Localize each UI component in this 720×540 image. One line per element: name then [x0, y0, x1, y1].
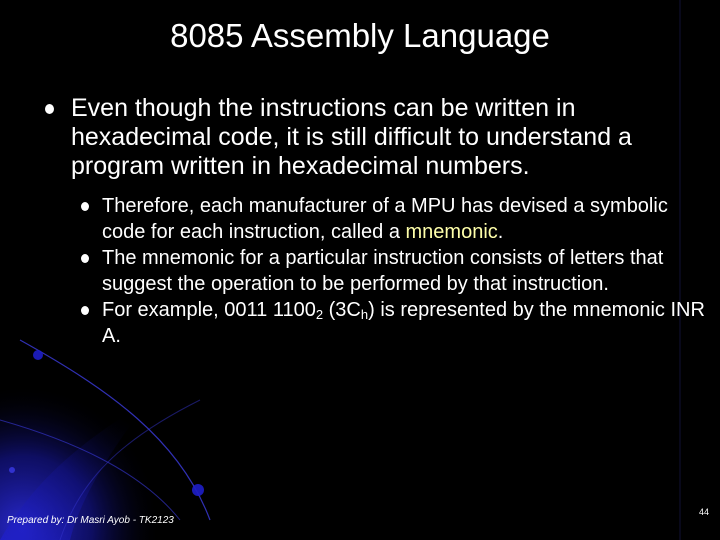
- sub-bullet-1-text: Therefore, each manufacturer of a MPU has devised a symbolic code for each instruction, called a: [102, 195, 668, 243]
- slide-title: 8085 Assembly Language: [170, 17, 550, 54]
- bullet-dot-icon: [81, 202, 89, 211]
- sub-bullet-3: [57, 297, 705, 349]
- sub-bullet-2-text: The mnemonic for a particular instruction consists of letters that suggest the operation to be performed by that instruction.: [102, 247, 664, 295]
- sub-bullet-2: [57, 245, 705, 297]
- sub-bullet-1-end: .: [497, 221, 504, 243]
- sub-bullet-3-text: For example, 0011 1100: [102, 299, 316, 321]
- page-number: 44: [699, 507, 710, 517]
- main-bullet: [45, 94, 705, 181]
- sub-bullet-3-mid: (3C: [323, 299, 361, 321]
- sub-bullet-3-end: ) is represented by the mnemonic INR A.: [102, 299, 705, 347]
- bullet-dot-icon: [45, 104, 54, 114]
- binary-subscript: 2: [315, 307, 324, 322]
- main-bullet-text: Even though the instructions can be written in hexadecimal code, it is still difficult to understand a program written in hexadecimal numbers.: [71, 94, 632, 180]
- bullet-dot-icon: [81, 306, 89, 315]
- hex-subscript: h: [360, 307, 369, 322]
- bullet-list: [45, 94, 705, 349]
- sub-bullet-1: [57, 193, 705, 245]
- footer-credit: Prepared by: Dr Masri Ayob - TK2123: [7, 515, 174, 526]
- sub-bullet-list: [57, 193, 705, 349]
- bullet-dot-icon: [81, 254, 89, 263]
- mnemonic-term: mnemonic: [405, 221, 498, 243]
